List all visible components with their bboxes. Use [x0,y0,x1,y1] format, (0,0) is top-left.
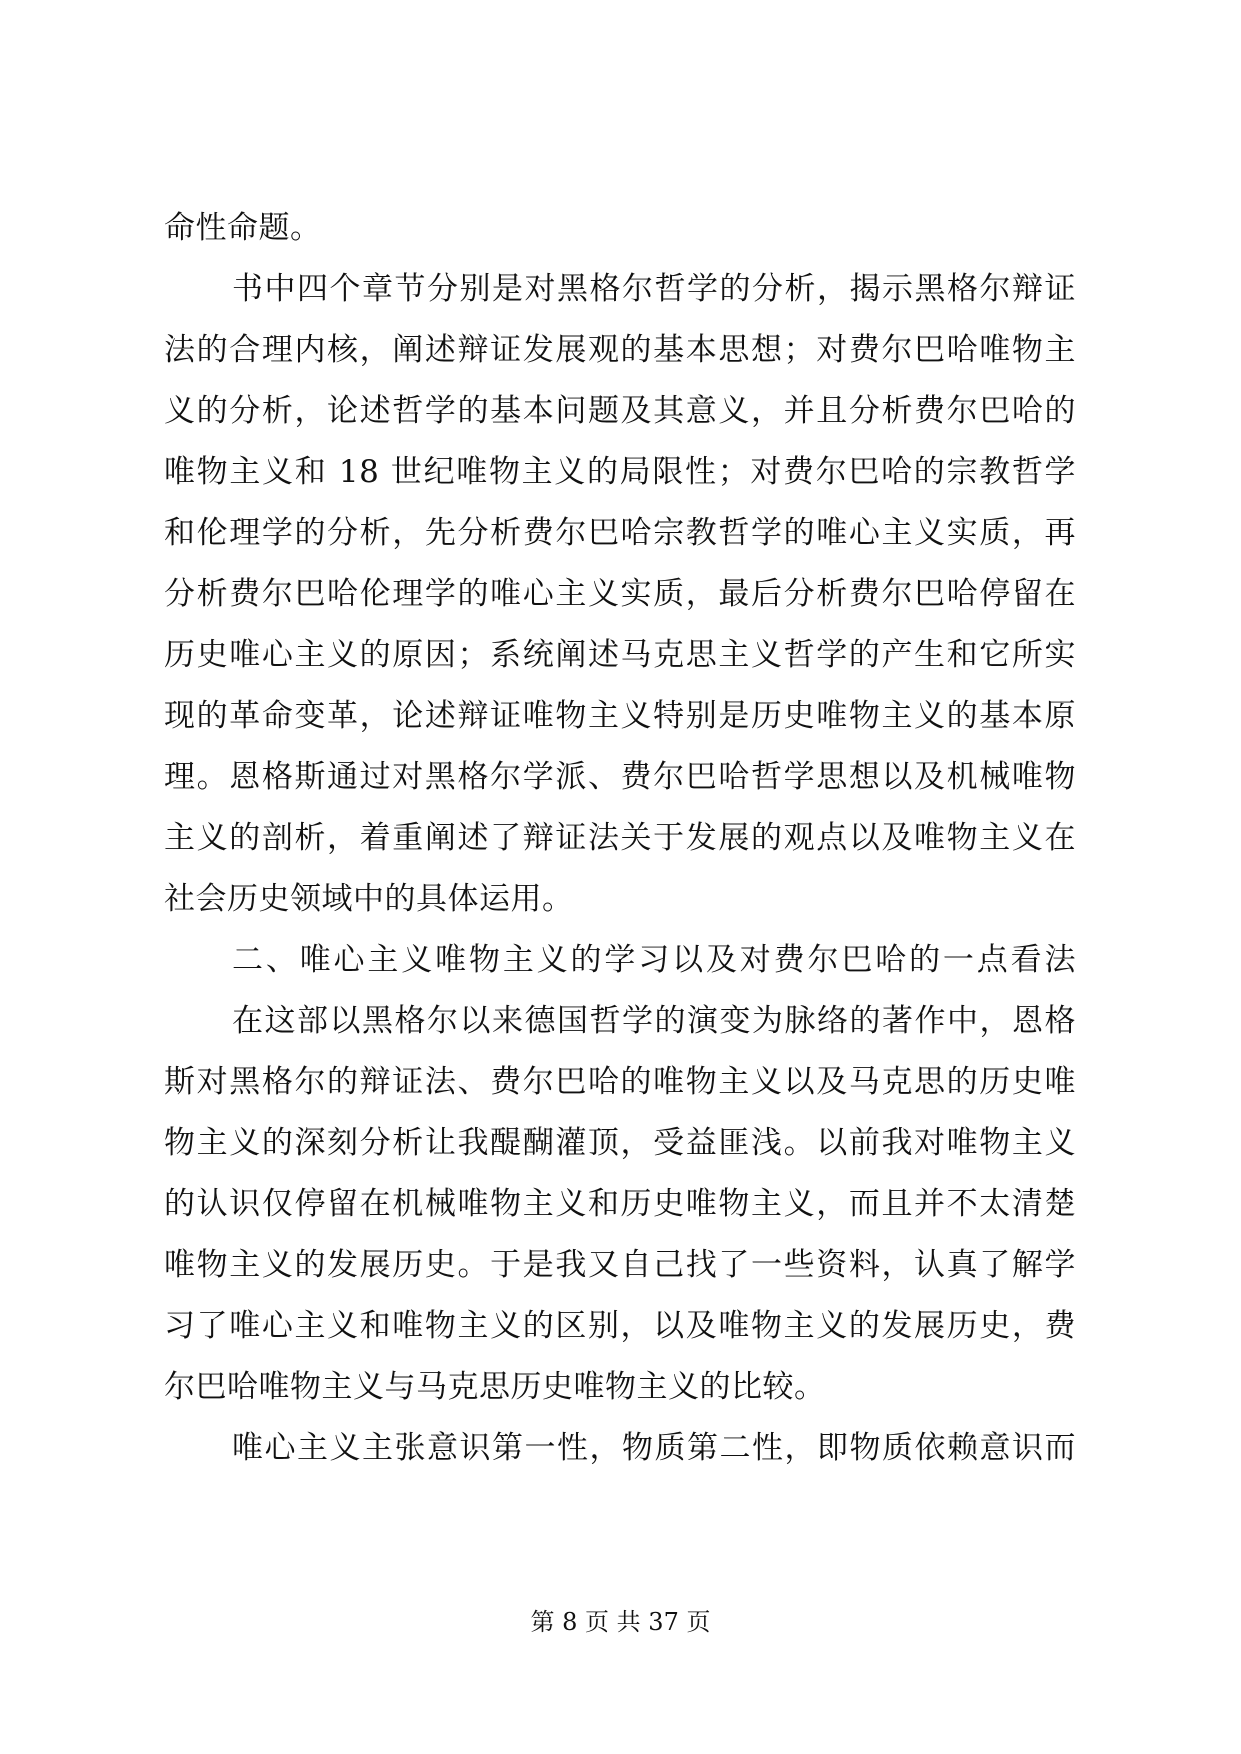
text-line: 历史唯心主义的原因；系统阐述马克思主义哲学的产生和它所实 [164,637,1076,673]
text-line: 习了唯心主义和唯物主义的区别，以及唯物主义的发展历史，费 [164,1308,1076,1344]
text-line: 现的革命变革，论述辩证唯物主义特别是历史唯物主义的基本原 [164,698,1076,734]
text-line: 义的分析，论述哲学的基本问题及其意义，并且分析费尔巴哈的 [164,393,1076,429]
body-text [164,198,1076,1479]
text-line: 主义的剖析，着重阐述了辩证法关于发展的观点以及唯物主义在 [164,820,1076,856]
section-heading: 二、唯心主义唯物主义的学习以及对费尔巴哈的一点看法 [232,942,1076,978]
text-line: 唯物主义的发展历史。于是我又自己找了一些资料，认真了解学 [164,1247,1076,1283]
paragraph-start-line: 书中四个章节分别是对黑格尔哲学的分析，揭示黑格尔辩证 [232,271,1076,307]
text-line: 的认识仅停留在机械唯物主义和历史唯物主义，而且并不太清楚 [164,1186,1076,1222]
text-line: 唯物主义和 18 世纪唯物主义的局限性；对费尔巴哈的宗教哲学 [164,454,1076,490]
paragraph-start-line: 唯心主义主张意识第一性，物质第二性，即物质依赖意识而 [232,1430,1076,1466]
text-line: 法的合理内核，阐述辩证发展观的基本思想；对费尔巴哈唯物主 [164,332,1076,368]
text-line: 社会历史领域中的具体运用。 [164,881,574,917]
text-line: 和伦理学的分析，先分析费尔巴哈宗教哲学的唯心主义实质，再 [164,515,1076,551]
paragraph-start-line: 在这部以黑格尔以来德国哲学的演变为脉络的著作中，恩格 [232,1003,1076,1039]
text-line: 斯对黑格尔的辩证法、费尔巴哈的唯物主义以及马克思的历史唯 [164,1064,1076,1100]
text-line: 分析费尔巴哈伦理学的唯心主义实质，最后分析费尔巴哈停留在 [164,576,1076,612]
page-number-footer: 第 8 页 共 37 页 [530,1608,711,1636]
text-line: 物主义的深刻分析让我醍醐灌顶，受益匪浅。以前我对唯物主义 [164,1125,1076,1161]
text-line: 命性命题。 [164,210,322,246]
text-line: 理。恩格斯通过对黑格尔学派、费尔巴哈哲学思想以及机械唯物 [164,759,1076,795]
text-line: 尔巴哈唯物主义与马克思历史唯物主义的比较。 [164,1369,826,1405]
